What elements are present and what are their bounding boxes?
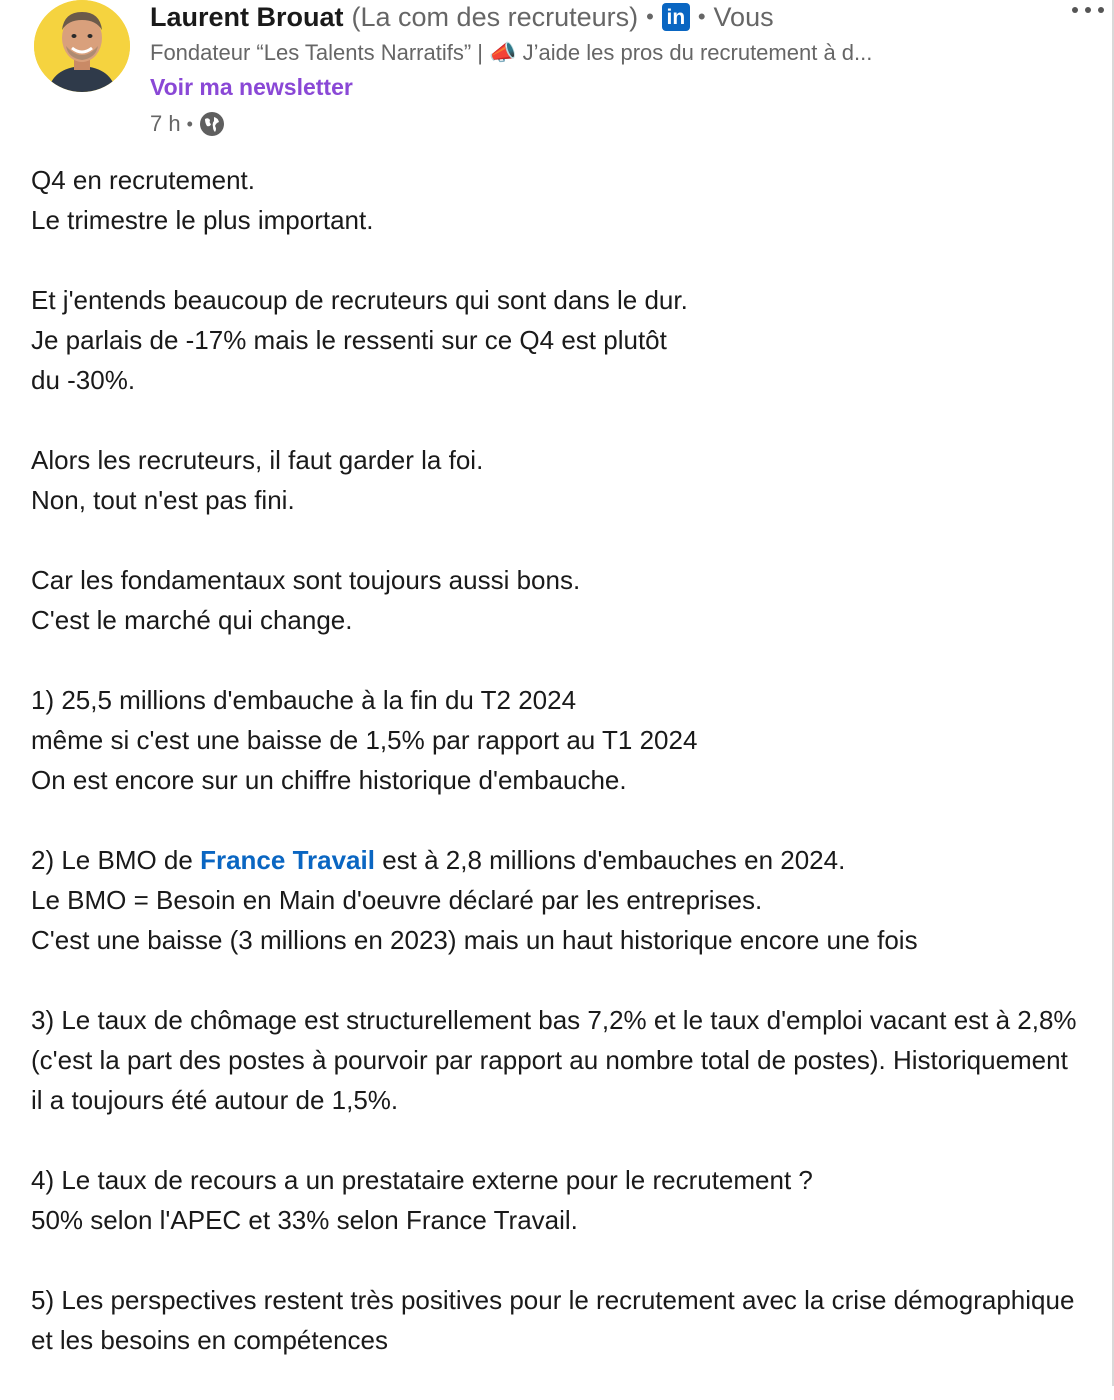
post-line: du -30%.	[31, 365, 136, 395]
author-name[interactable]: Laurent Brouat	[150, 1, 344, 32]
post-line: 50% selon l'APEC et 33% selon France Travail.	[31, 1205, 578, 1235]
author-meta	[150, 0, 1050, 140]
post-line: Le trimestre le plus important.	[31, 205, 374, 235]
globe-icon	[199, 111, 225, 137]
post-line: On est encore sur un chiffre historique d'embauche.	[31, 765, 627, 795]
post-line: Car les fondamentaux sont toujours aussi bons.	[31, 565, 581, 595]
post-line: Je parlais de -17% mais le ressenti sur ce Q4 est plutôt	[31, 325, 667, 355]
avatar-portrait-icon	[34, 0, 130, 92]
post-line: 1) 25,5 millions d'embauche à la fin du T2 2024	[31, 685, 577, 715]
post-line: 4) Le taux de recours a un prestataire externe pour le recrutement ?	[31, 1165, 813, 1195]
post-paragraph	[31, 160, 1081, 240]
separator-dot: •	[646, 4, 654, 29]
post-line: même si c'est une baisse de 1,5% par rapport au T1 2024	[31, 725, 698, 755]
post-paragraph	[31, 1000, 1081, 1120]
separator-dot: •	[186, 113, 193, 134]
avatar[interactable]	[34, 0, 130, 92]
author-company: (La com des recruteurs)	[351, 1, 639, 32]
post-paragraph	[31, 440, 1081, 520]
more-horizontal-icon	[1085, 7, 1091, 13]
post-line: C'est une baisse (3 millions en 2023) mais un haut historique encore une fois	[31, 925, 918, 955]
post-line: Non, tout n'est pas fini.	[31, 485, 295, 515]
post-line: 5) Les perspectives restent très positives pour le recrutement avec la crise démographique et les besoins en compétences	[31, 1285, 1075, 1355]
more-horizontal-icon	[1072, 7, 1078, 13]
post-body	[31, 160, 1081, 1400]
linkedin-icon: in	[662, 3, 690, 31]
post-paragraph	[31, 560, 1081, 640]
relation-label: Vous	[713, 1, 774, 32]
post-line: Le BMO = Besoin en Main d'oeuvre déclaré par les entreprises.	[31, 885, 763, 915]
more-options-button[interactable]	[1072, 0, 1104, 20]
post-paragraph	[31, 1280, 1081, 1360]
newsletter-link[interactable]: Voir ma newsletter	[150, 74, 353, 100]
separator-dot: •	[697, 4, 706, 29]
post-paragraph	[31, 280, 1081, 400]
post-paragraph	[31, 680, 1081, 800]
post-timestamp-line	[150, 108, 1050, 140]
post-line: C'est le marché qui change.	[31, 605, 353, 635]
post-paragraph	[31, 840, 1081, 960]
mention-france-travail[interactable]: France Travail	[200, 845, 375, 875]
post-line: Alors les recruteurs, il faut garder la foi.	[31, 445, 484, 475]
author-line	[150, 0, 1050, 34]
post-line	[31, 840, 1081, 880]
more-horizontal-icon	[1098, 7, 1104, 13]
post-time: 7 h	[150, 111, 181, 136]
post-text: est à 2,8 millions d'embauches en 2024.	[374, 845, 846, 875]
post-text: 2) Le BMO de	[31, 845, 201, 875]
post-line: 3) Le taux de chômage est structurellement bas 7,2% et le taux d'emploi vacant est à 2,8% (c'est la part des postes à pourvoir par rapport au nombre total de postes). Historiquement il a toujours été autour de 1,5%.	[31, 1005, 1077, 1115]
post-line: Et j'entends beaucoup de recruteurs qui sont dans le dur.	[31, 285, 688, 315]
author-tagline: Fondateur “Les Talents Narratifs” | 📣 J’aide les pros du recrutement à d...	[150, 40, 873, 65]
post-header	[34, 0, 1074, 140]
post-line: Q4 en recrutement.	[31, 165, 255, 195]
post-paragraph	[31, 1160, 1081, 1240]
